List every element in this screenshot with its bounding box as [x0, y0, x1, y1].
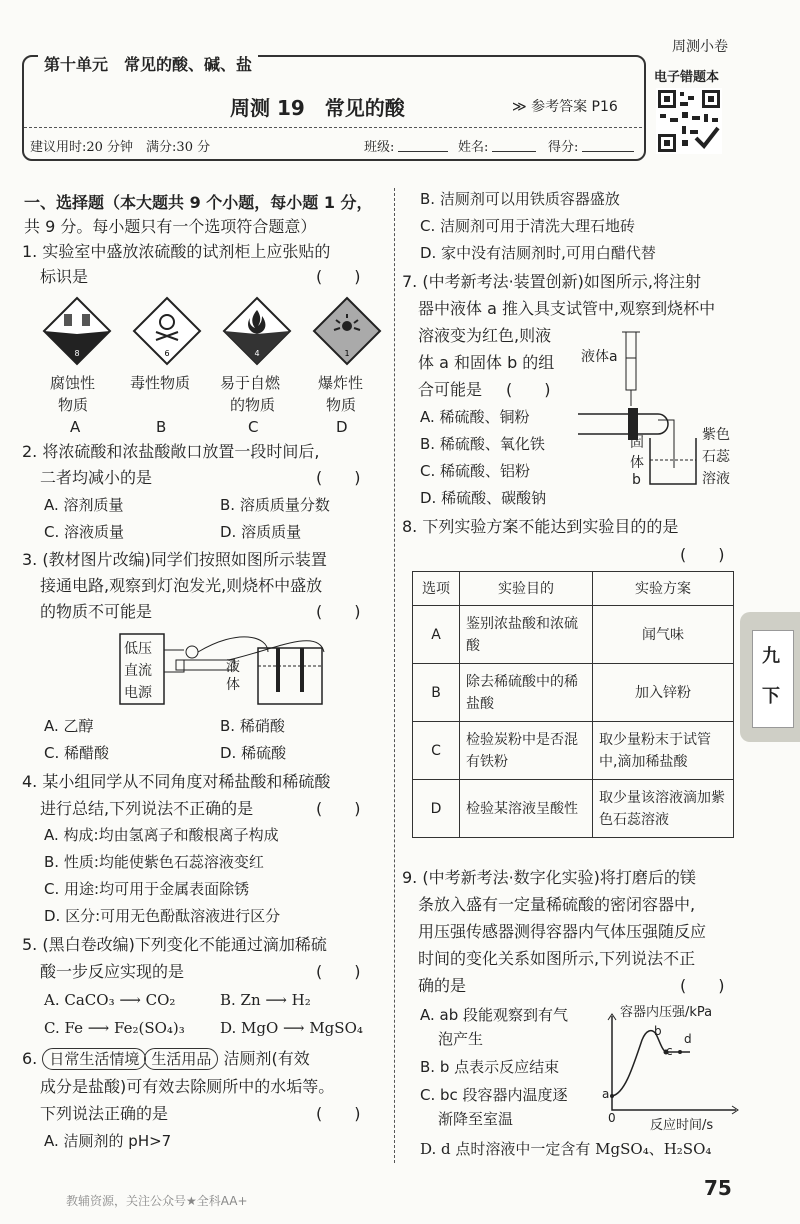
- q5-option-a[interactable]: A. CaCO₃ ⟶ CO₂: [44, 991, 176, 1009]
- q9-line2: 条放入盛有一定量稀硫酸的密闭容器中,: [418, 895, 696, 914]
- q8-answer-paren[interactable]: ( ): [680, 545, 725, 564]
- q6-line1: [22, 1047, 310, 1070]
- q6-number: 6.: [22, 1049, 38, 1068]
- qr-label: 电子错题本: [654, 70, 720, 85]
- q9-pressure-graph: [604, 1010, 744, 1120]
- table-row[interactable]: [413, 664, 734, 722]
- q1-answer-paren[interactable]: ( ): [316, 267, 361, 286]
- q9-answer-paren[interactable]: ( ): [680, 976, 725, 995]
- q7-option-d[interactable]: D. 稀硫酸、碳酸钠: [420, 489, 547, 507]
- beaker-icon: [650, 438, 696, 484]
- q7-option-c[interactable]: C. 稀硫酸、铝粉: [420, 462, 531, 480]
- column-divider: [394, 188, 395, 1163]
- q9-line1: 9. (中考新考法·数字化实验)将打磨后的镁: [402, 868, 696, 887]
- answer-ref: ≫ 参考答案 P16: [512, 99, 618, 115]
- table-cell-goal: 除去稀硫酸中的稀盐酸: [460, 664, 593, 722]
- table-cell-plan: 取少量该溶液滴加紫色石蕊溶液: [593, 780, 734, 838]
- table-cell-option: A: [413, 606, 460, 664]
- side-tab-term: 下: [762, 686, 780, 707]
- q7-solid-label3: b: [632, 472, 641, 488]
- q7-liquid-label: 液体a: [581, 349, 618, 365]
- sign-number: 6: [164, 349, 170, 358]
- table-cell-plan: 取少量粉末于试管中,滴加稀盐酸: [593, 722, 734, 780]
- q9-option-b[interactable]: B. b 点表示反应结束: [420, 1058, 560, 1076]
- table-cell-goal: 检验炭粉中是否混有铁粉: [460, 722, 593, 780]
- q7-line4: 体 a 和固体 b 的组: [418, 353, 555, 372]
- q6-option-c[interactable]: C. 洁厕剂可用于清洗大理石地砖: [420, 217, 636, 235]
- q8-table: [412, 571, 734, 838]
- sign-number: 4: [254, 349, 260, 358]
- q3-liquid-label2: 体: [226, 677, 240, 693]
- beaker-icon: [258, 648, 322, 704]
- section-title-line2: 共 9 分。每小题只有一个选项符合题意）: [24, 217, 317, 236]
- q3-line2: 接通电路,观察到灯泡发光,则烧杯中盛放: [40, 576, 323, 595]
- q9-line5: 确的是: [418, 976, 467, 995]
- q1-sign-b-line1: 毒性物质: [130, 374, 191, 392]
- qr-code[interactable]: [656, 88, 722, 154]
- q3-liquid-label1: 液: [226, 659, 240, 675]
- page-title: 周测 19 常见的酸: [230, 96, 405, 120]
- q1-sign-d-line2: 物质: [326, 396, 357, 414]
- q9-option-d[interactable]: D. d 点时溶液中一定含有 MgSO₄、H₂SO₄: [420, 1140, 712, 1158]
- q4-option-b[interactable]: B. 性质:均能使紫色石蕊溶液变红: [44, 853, 264, 871]
- pressure-curve: [612, 1031, 690, 1096]
- q2-option-a[interactable]: A. 溶剂质量: [44, 496, 124, 514]
- q9-option-c-line2: 渐降至室温: [438, 1110, 514, 1128]
- q7-option-a[interactable]: A. 稀硫酸、铜粉: [420, 408, 530, 426]
- section-title-line1: 一、选择题（本大题共 9 个小题，每小题 1 分，: [24, 193, 373, 212]
- q7-line3: 溶液变为红色,则液: [418, 326, 552, 345]
- q6-answer-paren[interactable]: ( ): [316, 1104, 361, 1123]
- corrosive-sign-icon: [44, 298, 110, 364]
- q7-purple-label3: 溶液: [702, 471, 730, 487]
- explosive-sign-icon: [314, 298, 380, 364]
- q1-sign-a-key[interactable]: A: [70, 418, 81, 436]
- q7-purple-label2: 石蕊: [702, 449, 730, 465]
- q3-option-c[interactable]: C. 稀醋酸: [44, 744, 110, 762]
- q7-solid-label1: 固: [630, 435, 644, 451]
- class-field[interactable]: [398, 151, 448, 152]
- q5-line1: 5. (黑白卷改编)下列变化不能通过滴加稀硫: [22, 935, 327, 954]
- q4-option-a[interactable]: A. 构成:均由氢离子和酸根离子构成: [44, 826, 279, 844]
- table-header-option: 选项: [413, 572, 460, 606]
- name-field[interactable]: [492, 151, 536, 152]
- q1-sign-a-line1: 腐蚀性: [50, 374, 96, 392]
- q9-origin-label: 0: [608, 1111, 616, 1125]
- q1-line2: 标识是: [40, 267, 89, 286]
- table-header-plan: 实验方案: [593, 572, 734, 606]
- q7-line5: 合可能是: [418, 380, 483, 399]
- bulb-icon: [186, 646, 198, 658]
- q3-power-label3: 电源: [124, 685, 152, 701]
- table-row[interactable]: [413, 722, 734, 780]
- test-tube-icon: [578, 408, 674, 468]
- q7-line2: 器中液体 a 推入具支试管中,观察到烧杯中: [418, 299, 716, 318]
- q3-line1: 3. (教材图片改编)同学们按照如图所示装置: [22, 550, 327, 569]
- q9-point-a: a: [602, 1087, 610, 1101]
- q9-option-c-line1[interactable]: C. bc 段容器内温度逐: [420, 1086, 568, 1104]
- q9-line3: 用压强传感器测得容器内气体压强随反应: [418, 922, 707, 941]
- q1-sign-b-key[interactable]: B: [156, 418, 167, 436]
- q2-line2: 二者均减小的是: [40, 468, 153, 487]
- q5-line2: 酸一步反应实现的是: [40, 962, 185, 981]
- table-row[interactable]: [413, 606, 734, 664]
- table-header-goal: 实验目的: [460, 572, 593, 606]
- table-cell-goal: 检验某溶液呈酸性: [460, 780, 593, 838]
- q1-sign-c-key[interactable]: C: [248, 418, 259, 436]
- q4-option-d[interactable]: D. 区分:可用无色酚酞溶液进行区分: [44, 907, 281, 925]
- flammable-sign-icon: [224, 298, 290, 364]
- q2-answer-paren[interactable]: ( ): [316, 468, 361, 487]
- table-cell-option: B: [413, 664, 460, 722]
- time-info: 建议用时:20 分钟 满分:30 分: [30, 140, 211, 155]
- q1-sign-d-line1: 爆炸性: [318, 374, 364, 392]
- q7-option-b[interactable]: B. 稀硫酸、氧化铁: [420, 435, 545, 453]
- table-cell-plan: 加入锌粉: [593, 664, 734, 722]
- q6-option-d[interactable]: D. 家中没有洁厕剂时,可用白醋代替: [420, 244, 656, 262]
- q3-power-label2: 直流: [124, 663, 152, 679]
- q9-point-c: c: [666, 1044, 673, 1058]
- q9-option-a-line2: 泡产生: [438, 1030, 484, 1048]
- q1-sign-c-line2: 的物质: [230, 396, 276, 414]
- graph-axes: [612, 1016, 736, 1110]
- sign-number: 1: [344, 349, 350, 358]
- q9-point-d: d: [684, 1032, 692, 1046]
- sign-number: 8: [74, 349, 80, 358]
- q4-option-c[interactable]: C. 用途:均可用于金属表面除锈: [44, 880, 250, 898]
- class-label: 班级:: [364, 140, 395, 155]
- q7-solid-label2: 体: [630, 455, 644, 471]
- q6-option-a[interactable]: A. 洁厕剂的 pH>7: [44, 1132, 172, 1150]
- footer-watermark: 教辅资源，关注公众号★全科AA+: [66, 1194, 248, 1208]
- table-cell-option: D: [413, 780, 460, 838]
- page-number: 75: [704, 1176, 732, 1200]
- q9-point-b: b: [654, 1024, 662, 1038]
- table-row[interactable]: [413, 780, 734, 838]
- name-label: 姓名:: [458, 140, 489, 155]
- q7-line1: 7. (中考新考法·装置创新)如图所示,将注射: [402, 272, 702, 291]
- q6-tag-topic: 生活用品: [144, 1048, 218, 1070]
- q6-line1-rest: 洁厕剂(有效: [223, 1049, 310, 1068]
- q6-line3: 下列说法正确的是: [40, 1104, 169, 1123]
- q5-option-d[interactable]: D. MgO ⟶ MgSO₄: [220, 1019, 363, 1037]
- toxic-sign-icon: [134, 298, 200, 364]
- corner-label: 周测小卷: [672, 39, 728, 55]
- table-cell-plan: 闻气味: [593, 606, 734, 664]
- q3-power-label1: 低压: [124, 641, 152, 657]
- q7-answer-paren[interactable]: ( ): [506, 380, 551, 399]
- q2-option-d[interactable]: D. 溶质质量: [220, 523, 302, 541]
- q6-option-b[interactable]: B. 洁厕剂可以用铁质容器盛放: [420, 190, 620, 208]
- q6-line2: 成分是盐酸)可有效去除厕所中的水垢等。: [40, 1077, 335, 1096]
- syringe-icon: [622, 332, 640, 406]
- q3-option-b[interactable]: B. 稀硝酸: [220, 717, 285, 735]
- q9-option-a-line1[interactable]: A. ab 段能观察到有气: [420, 1006, 569, 1024]
- q5-option-b[interactable]: B. Zn ⟶ H₂: [220, 991, 311, 1009]
- q9-line4: 时间的变化关系如图所示,下列说法不正: [418, 949, 696, 968]
- q4-line1: 4. 某小组同学从不同角度对稀盐酸和稀硫酸: [22, 772, 331, 791]
- q6-tag-context: 日常生活情境: [42, 1048, 146, 1070]
- side-tab-grade: 九: [762, 646, 780, 667]
- q2-line1: 2. 将浓硫酸和浓盐酸敞口放置一段时间后,: [22, 442, 320, 461]
- table-cell-option: C: [413, 722, 460, 780]
- q3-line3: 的物质不可能是: [40, 602, 153, 621]
- q2-option-c[interactable]: C. 溶液质量: [44, 523, 125, 541]
- q4-answer-paren[interactable]: ( ): [316, 799, 361, 818]
- q3-option-a[interactable]: A. 乙醇: [44, 717, 94, 735]
- q3-option-d[interactable]: D. 稀硫酸: [220, 744, 287, 762]
- q1-sign-a-line2: 物质: [58, 396, 89, 414]
- score-field[interactable]: [582, 151, 634, 152]
- q1-sign-c-line1: 易于自燃: [220, 374, 281, 392]
- header-divider: [24, 127, 642, 128]
- q2-option-b[interactable]: B. 溶质质量分数: [220, 496, 330, 514]
- score-label: 得分:: [548, 140, 579, 155]
- q1-line1: 1. 实验室中盛放浓硫酸的试剂柜上应张贴的: [22, 242, 331, 261]
- q5-answer-paren[interactable]: ( ): [316, 962, 361, 981]
- q9-x-axis-label: 反应时间/s: [650, 1118, 714, 1133]
- table-cell-goal: 鉴别浓盐酸和浓硫酸: [460, 606, 593, 664]
- q1-hazard-signs: [42, 296, 382, 366]
- q3-answer-paren[interactable]: ( ): [316, 602, 361, 621]
- q7-purple-label1: 紫色: [702, 427, 730, 443]
- unit-title: 第十单元 常见的酸、碱、盐: [38, 52, 258, 75]
- q1-sign-d-key[interactable]: D: [336, 418, 348, 436]
- q8-line1: 8. 下列实验方案不能达到实验目的的是: [402, 517, 679, 536]
- q5-option-c[interactable]: C. Fe ⟶ Fe₂(SO₄)₃: [44, 1019, 185, 1037]
- q4-line2: 进行总结,下列说法不正确的是: [40, 799, 254, 818]
- q9-y-axis-label: 容器内压强/kPa: [620, 1005, 713, 1020]
